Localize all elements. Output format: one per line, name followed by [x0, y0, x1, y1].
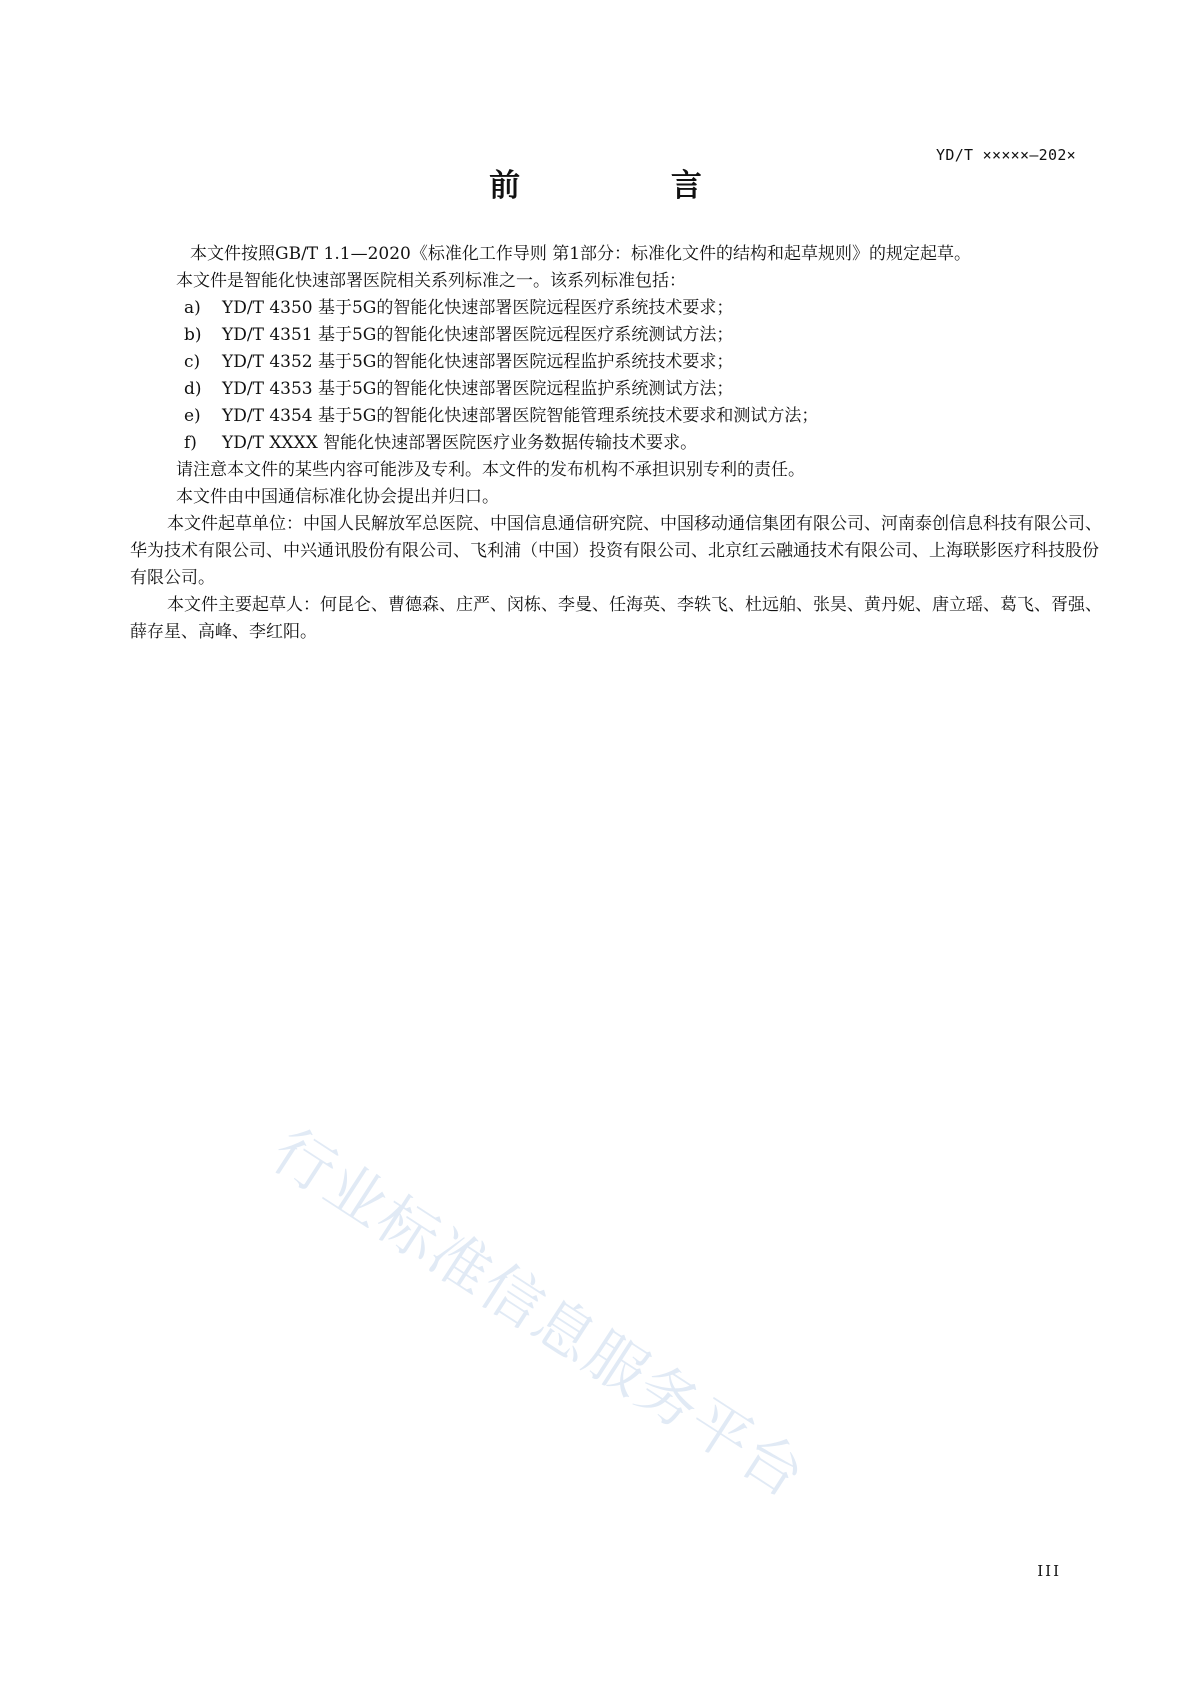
list-marker: c)	[184, 352, 201, 372]
list-marker: a)	[184, 298, 201, 318]
page-number: III	[1037, 1562, 1061, 1580]
foreword-body	[130, 241, 1115, 646]
list-text: YD/T 4352 基于5G的智能化快速部署医院远程监护系统技术要求；	[222, 352, 734, 372]
list-marker: f)	[184, 433, 197, 453]
list-marker: e)	[184, 406, 201, 426]
list-item	[130, 349, 1115, 376]
paragraph-drafting-organizations: 本文件起草单位：中国人民解放军总医院、中国信息通信研究院、中国移动通信集团有限公司、河南泰创信息科技有限公司、华为技术有限公司、中兴通讯股份有限公司、飞利浦（中国）投资有限公司、北京红云融通技术有限公司、上海联影医疗科技股份有限公司。	[130, 514, 1102, 588]
list-text: YD/T 4350 基于5G的智能化快速部署医院远程医疗系统技术要求；	[222, 298, 734, 318]
paragraph-series-intro: 本文件是智能化快速部署医院相关系列标准之一。该系列标准包括：	[176, 271, 686, 291]
list-text: YD/T 4353 基于5G的智能化快速部署医院远程监护系统测试方法；	[222, 379, 734, 399]
watermark: 行业标准信息服务平台	[259, 1115, 818, 1513]
list-item	[130, 376, 1115, 403]
paragraph-proposer: 本文件由中国通信标准化协会提出并归口。	[176, 487, 499, 507]
paragraph-drafters: 本文件主要起草人：何昆仑、曹德森、庄严、闵栋、李曼、任海英、李轶飞、杜远舶、张昊、黄丹妮、唐立瑶、葛飞、胥强、薛存星、高峰、李红阳。	[130, 595, 1102, 642]
list-item	[130, 403, 1115, 430]
list-text: YD/T 4351 基于5G的智能化快速部署医院远程医疗系统测试方法；	[222, 325, 734, 345]
list-text: YD/T XXXX 智能化快速部署医院医疗业务数据传输技术要求。	[222, 433, 698, 453]
list-item	[130, 430, 1115, 457]
page-title: 前 言	[489, 168, 772, 204]
paragraph-drafting-rules: 本文件按照GB/T 1.1—2020《标准化工作导则 第1部分：标准化文件的结构和起草规则》的规定起草。	[190, 244, 972, 264]
list-item	[130, 295, 1115, 322]
paragraph-patent-notice: 请注意本文件的某些内容可能涉及专利。本文件的发布机构不承担识别专利的责任。	[176, 460, 805, 480]
list-marker: d)	[184, 379, 202, 399]
document-code: YD/T ×××××—202×	[936, 146, 1076, 164]
list-item	[130, 322, 1115, 349]
list-text: YD/T 4354 基于5G的智能化快速部署医院智能管理系统技术要求和测试方法；	[222, 406, 819, 426]
list-marker: b)	[184, 325, 202, 345]
